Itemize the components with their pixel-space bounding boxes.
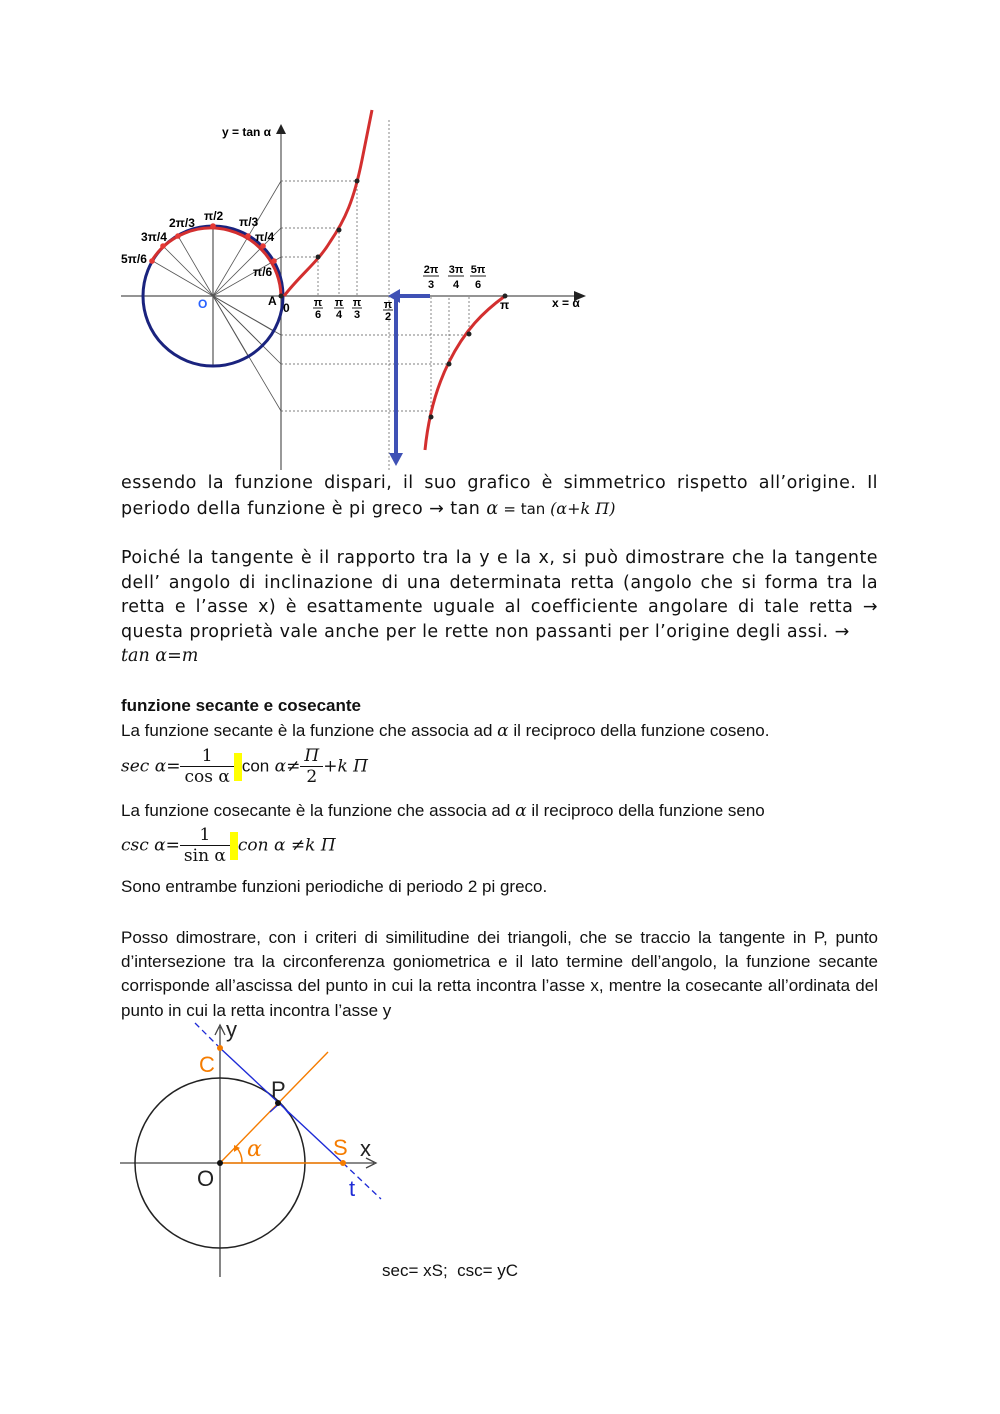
csc-formula (121, 825, 336, 866)
sec-formula-lhs: sec α= (121, 756, 181, 777)
fig2-p-label: P (271, 1077, 286, 1102)
sec-formula (121, 746, 368, 787)
csc-condition: con α ≠k Π (237, 835, 336, 856)
sec-fraction-den: cos α (184, 767, 230, 787)
sec-definition (121, 721, 769, 741)
sec-fraction (180, 746, 233, 787)
period-formula: (α+k Π) (550, 499, 616, 518)
sec-pi-fraction (300, 746, 323, 787)
fig2-s-label: S (333, 1135, 348, 1160)
paragraph-similarity: Posso dimostrare, con i criteri di similitudine dei triangoli, che se traccio la tangente in P, punto d’intersezione tra la circonferenza goniometrica e il lato termine dell’angolo, la funzione secante corrisponde all’ascissa del punto in cui la retta incontra l’asse x, mentre la cosecante all’ordinata del punto in cui la retta incontra l’asse y (121, 928, 878, 1020)
sec-fraction-num: 1 (180, 746, 233, 767)
sec-condition: α≠ (269, 756, 301, 777)
circle-label-pi-6: π/6 (253, 265, 273, 279)
tick-pi-4-num: π (334, 297, 344, 309)
sec-con: con (241, 756, 270, 776)
tick-pi-3-den: 3 (353, 309, 361, 321)
tangent-line-dashed-top (195, 1023, 220, 1048)
csc-definition-before: La funzione cosecante è la funzione che associa ad (121, 801, 516, 820)
sec-definition-before: La funzione secante è la funzione che associa ad (121, 721, 498, 740)
circle-label-pi-3: π/3 (239, 215, 259, 229)
csc-formula-lhs: csc α= (121, 835, 180, 856)
tangent-graph-figure (0, 0, 1000, 470)
tick-pi-2-num: π (383, 299, 393, 311)
figure-caption: sec= xS; csc= yC (382, 1261, 519, 1280)
circle-label-pi-4: π/4 (255, 230, 275, 244)
highlight-mark (230, 832, 238, 860)
fig2-c-label: C (199, 1052, 215, 1077)
tick-pi-2-den: 2 (384, 311, 392, 323)
csc-fraction-num: 1 (180, 825, 230, 846)
highlight-mark (234, 753, 242, 781)
tangent-curve-right-branch (425, 296, 505, 450)
sec-pi-den: 2 (306, 767, 318, 787)
projection-lines (281, 120, 469, 470)
periodicity-text: essendo la funzione dispari, il suo grafico è simmetrico rispetto all’origine. Il periodo della funzione è pi greco → tan (121, 473, 878, 519)
periodic-sentence: Sono entrambe funzioni periodiche di periodo 2 pi greco. (121, 877, 548, 896)
down-arrow-icon (389, 453, 403, 466)
equals-tan-text: = tan (498, 500, 551, 518)
tick-2pi-3-num: 2π (423, 264, 439, 276)
tick-pi-4-den: 4 (335, 309, 343, 321)
tick-5pi-6-num: 5π (470, 264, 486, 276)
alpha-symbol: α (486, 499, 499, 519)
y-axis-label: y = tan α (222, 125, 272, 139)
circle-label-3pi-4: 3π/4 (141, 230, 167, 244)
tick-3pi-4-den: 4 (452, 279, 460, 291)
csc-fraction-den: sin α (183, 846, 226, 866)
circle-label-5pi-6: 5π/6 (121, 252, 147, 266)
axes (121, 128, 580, 470)
circle-label-2pi-3: 2π/3 (169, 216, 195, 230)
point-o (217, 1160, 223, 1166)
point-c (217, 1045, 223, 1051)
sec-alpha: α (497, 721, 509, 741)
paragraph-periodicity (121, 470, 878, 522)
fig2-t-label: t (349, 1176, 356, 1201)
point-a-label: A (268, 294, 277, 308)
fig2-alpha-label: α (247, 1137, 262, 1162)
csc-alpha: α (515, 801, 527, 821)
tick-pi-6-den: 6 (314, 309, 322, 321)
tick-3pi-4-num: 3π (448, 264, 464, 276)
fig2-y-label: y (226, 1017, 237, 1042)
y-axis-arrow-icon (276, 124, 286, 134)
x-axis-label: x = α (552, 296, 580, 310)
csc-definition-after: il reciproco della funzione seno (526, 801, 765, 820)
origin-label: O (198, 297, 208, 311)
slope-text: Poiché la tangente è il rapporto tra la y e la x, si può dimostrare che la tangente dell’ angolo di inclinazione di una determinata retta (angolo che si forma tra la retta e l’asse x) è esattamente uguale al coefficiente angolare di tale retta → questa proprietà vale anche per le rette non passanti per l’origine degli assi. → (121, 548, 878, 642)
tick-5pi-6-den: 6 (474, 279, 482, 291)
paragraph-slope (121, 546, 878, 669)
circle-label-pi-2: π/2 (204, 209, 224, 223)
fig2-x-label: x (360, 1136, 371, 1161)
slope-formula: tan α=m (121, 646, 199, 666)
sec-definition-after: il reciproco della funzione coseno. (508, 721, 770, 740)
tick-pi-3-num: π (352, 297, 362, 309)
sec-condition-rest: +k Π (323, 756, 368, 777)
point-s (340, 1160, 346, 1166)
tick-2pi-3-den: 3 (427, 279, 435, 291)
pi-label: π (500, 298, 510, 312)
secant-figure (100, 1015, 420, 1285)
fig2-o-label: O (197, 1166, 215, 1191)
zero-label: 0 (283, 301, 290, 315)
csc-fraction (180, 825, 230, 866)
tick-pi-6-num: π (313, 297, 323, 309)
section-heading: funzione secante e cosecante (121, 696, 361, 715)
blue-arrows (396, 296, 430, 455)
tangent-curve-left-branch (284, 110, 372, 296)
csc-definition (121, 801, 765, 821)
sec-pi-num: Π (300, 746, 323, 767)
